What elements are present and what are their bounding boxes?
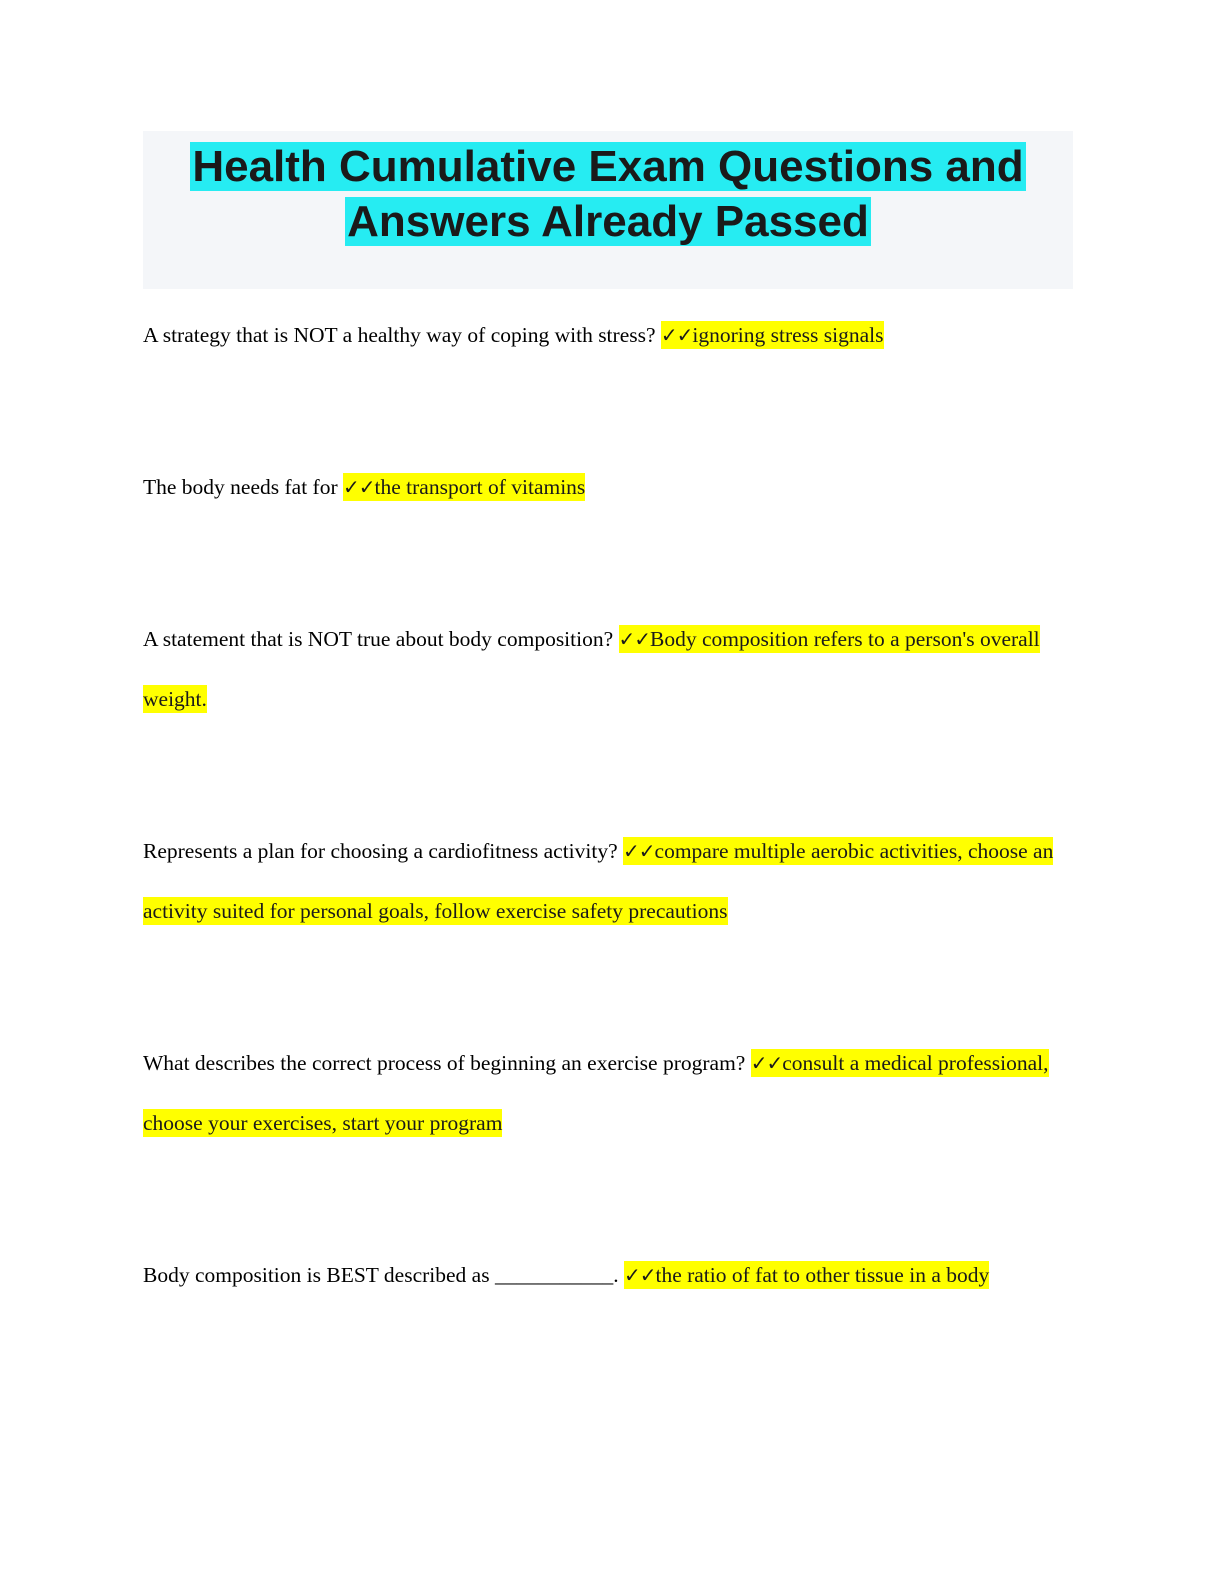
question-text: Body composition is BEST described as ___________. [143,1263,624,1287]
qa-item [143,1033,1083,1153]
answer-label: Body composition refers to a person's overall weight. [143,627,1040,711]
question-text: A strategy that is NOT a healthy way of coping with stress? [143,323,661,347]
answer-label: the transport of vitamins [374,475,586,499]
qa-item [143,457,1083,517]
question-text: Represents a plan for choosing a cardiofitness activity? [143,839,624,863]
answer-label: the ratio of fat to other tissue in a body [655,1263,990,1287]
check-mark-icon: ✓✓ [623,839,655,863]
answer-label: consult a medical professional, choose your exercises, start your program [143,1051,1049,1135]
check-mark-icon: ✓✓ [660,323,693,347]
qa-item [143,1245,1083,1305]
question-text: What describes the correct process of beginning an exercise program? [143,1051,751,1075]
question-text: The body needs fat for [143,475,343,499]
check-mark-icon: ✓✓ [343,475,375,499]
answer-text [343,473,585,501]
qa-item [143,305,1083,365]
check-mark-icon: ✓✓ [750,1051,783,1075]
answer-text [661,321,884,349]
question-answer-list [143,305,1083,1397]
qa-item [143,821,1083,941]
answer-label: ignoring stress signals [692,323,884,347]
qa-item [143,609,1083,729]
answer-text [624,1261,989,1289]
check-mark-icon: ✓✓ [618,627,651,651]
document-title-block [143,131,1073,289]
question-text: A statement that is NOT true about body composition? [143,627,619,651]
answer-label: compare multiple aerobic activities, choose an activity suited for personal goals, follow exercise safety precautions [143,839,1054,923]
page-title: Health Cumulative Exam Questions and Answers Already Passed [192,142,1024,246]
check-mark-icon: ✓✓ [623,1263,656,1287]
